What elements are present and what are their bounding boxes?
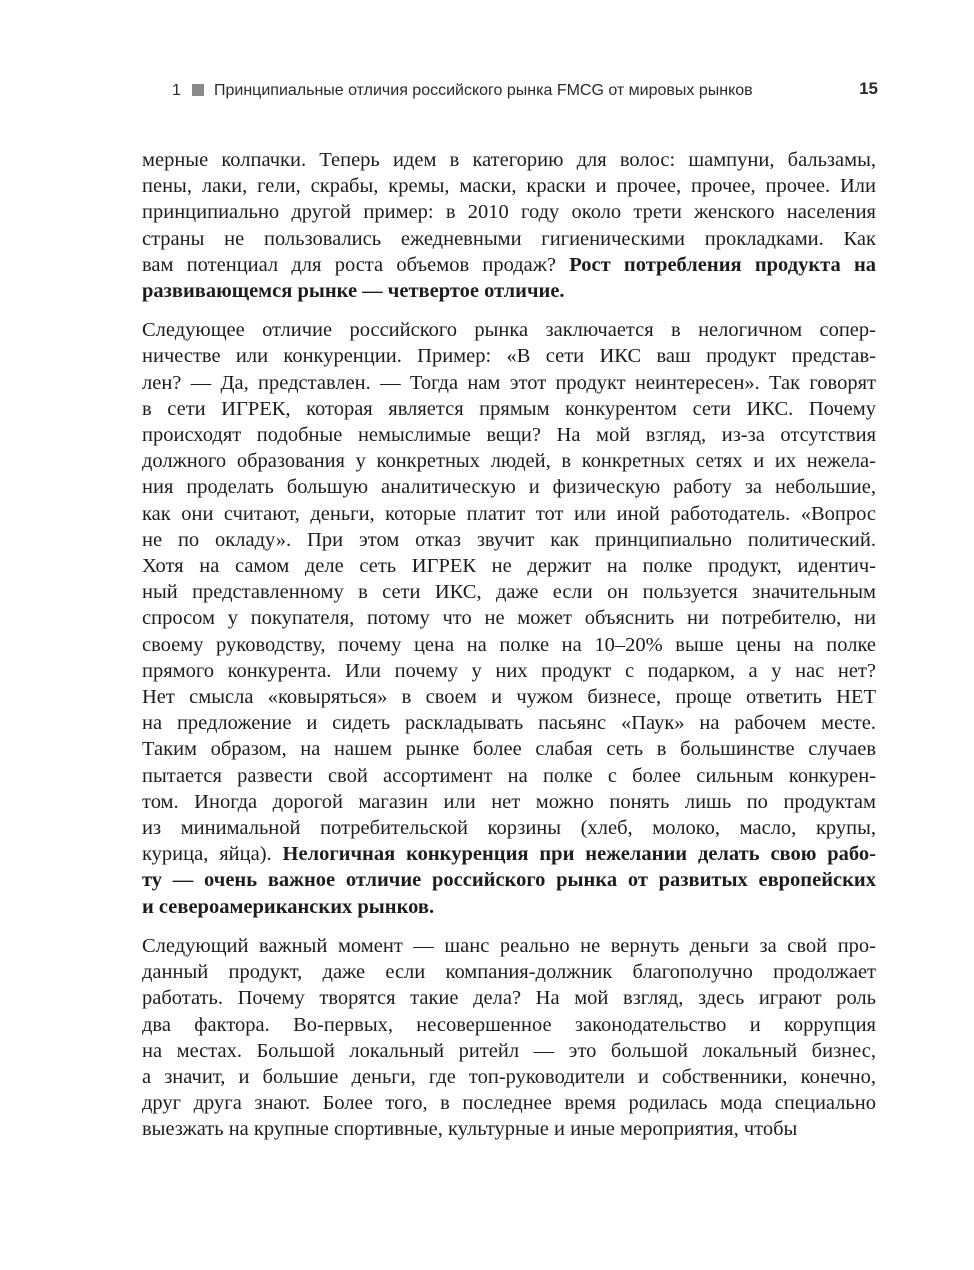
line-text: Таким образом, на нашем рынке более слабая сеть в большинстве случаев	[142, 738, 876, 761]
paragraph	[142, 933, 876, 1143]
line-text: данный продукт, даже если компания-должник благополучно продолжает	[142, 961, 876, 984]
line-text: пены, лаки, гели, скрабы, кремы, маски, краски и прочее, прочее, прочее. Или	[142, 175, 876, 198]
text-line	[142, 985, 876, 1011]
line-text: своему руководству, почему цена на полке на 10–20% выше цены на полке	[142, 633, 876, 656]
text-line	[142, 658, 876, 684]
text-line	[142, 710, 876, 736]
text-line	[142, 147, 876, 173]
text-line	[142, 501, 876, 527]
text-line	[142, 422, 876, 448]
line-text: том. Иногда дорогой магазин или нет можно понять лишь по продуктам	[142, 790, 876, 813]
text-line	[142, 317, 876, 343]
line-text: два фактора. Во-первых, несовершенное законодательство и коррупция	[142, 1013, 876, 1036]
line-text: ничестве или конкуренции. Пример: «В сети ИКС ваш продукт представ-	[142, 345, 876, 368]
line-bold-text: Рост потребления продукта на	[569, 253, 876, 276]
paragraph	[142, 147, 876, 304]
text-line	[142, 226, 876, 252]
text-line	[142, 959, 876, 985]
text-line	[142, 1090, 876, 1116]
line-text: а значит, и большие деньги, где топ-руководители и собственники, конечно,	[142, 1065, 876, 1088]
line-text: происходят подобные немыслимые вещи? На мой взгляд, из-за отсутствия	[142, 424, 876, 447]
text-line	[142, 1012, 876, 1038]
line-text: Нет смысла «ковыряться» в своем и чужом бизнесе, проще ответить НЕТ	[142, 686, 876, 709]
header-square-icon	[192, 84, 204, 96]
line-text: друг друга знают. Более того, в последнее время родилась мода специально	[142, 1092, 876, 1115]
line-text: вам потенциал для роста объемов продаж?	[142, 253, 570, 276]
paragraph	[142, 317, 876, 920]
chapter-title: Принципиальные отличия российского рынка FMCG от мировых рынков	[214, 82, 753, 99]
line-text: пытается развести свой ассортимент на полке с более сильным конкурен-	[142, 764, 876, 787]
text-line	[142, 605, 876, 631]
line-text: Хотя на самом деле сеть ИГРЕК не держит на полке продукт, идентич-	[142, 555, 876, 578]
line-text: выезжать на крупные спортивные, культурные и иные мероприятия, чтобы	[142, 1118, 798, 1141]
text-line	[142, 370, 876, 396]
line-text: принципиально другой пример: в 2010 году около трети женского населения	[142, 201, 876, 224]
line-text: мерные колпачки. Теперь идем в категорию для волос: шампуни, бальзамы,	[142, 149, 876, 171]
text-line	[142, 632, 876, 658]
line-text: как они считают, деньги, которые платит тот или иной работодатель. «Вопрос	[142, 502, 876, 525]
line-text: курица, яйца).	[142, 843, 283, 866]
line-bold-text: Нелогичная конкуренция при нежелании делать свою рабо-	[282, 843, 876, 866]
line-text: Следующее отличие российского рынка заключается в нелогичном сопер-	[142, 319, 876, 342]
text-line	[142, 199, 876, 225]
text-line	[142, 1116, 876, 1142]
text-line	[142, 763, 876, 789]
text-line	[142, 789, 876, 815]
line-text: из минимальной потребительской корзины (хлеб, молоко, масло, крупы,	[142, 817, 876, 840]
line-bold-text: развивающемся рынке — четвертое отличие.	[142, 280, 565, 303]
text-line	[142, 736, 876, 762]
text-line	[142, 252, 876, 278]
line-text: на местах. Большой локальный ритейл — это большой локальный бизнес,	[142, 1039, 876, 1062]
line-bold-text: и североамериканских рынков.	[142, 895, 435, 918]
line-text: страны не пользовались ежедневными гигиеническими прокладками. Как	[142, 227, 876, 250]
text-line	[142, 173, 876, 199]
text-line	[142, 553, 876, 579]
text-line	[142, 933, 876, 959]
line-text: не по окладу». При этом отказ звучит как принципиально политический.	[142, 528, 876, 551]
text-line	[142, 1038, 876, 1064]
text-line	[142, 684, 876, 710]
line-text: на предложение и сидеть раскладывать пасьянс «Паук» на рабочем месте.	[142, 712, 876, 735]
text-line	[142, 448, 876, 474]
text-line	[142, 815, 876, 841]
line-text: работать. Почему творятся такие дела? На мой взгляд, здесь играют роль	[142, 987, 876, 1010]
text-line	[142, 579, 876, 605]
text-line	[142, 278, 876, 304]
line-text: прямого конкурента. Или почему у них продукт с подарком, а у нас нет?	[142, 659, 876, 682]
text-line	[142, 867, 876, 893]
text-line	[142, 343, 876, 369]
text-line	[142, 841, 876, 867]
chapter-number: 1	[172, 82, 181, 99]
text-line	[142, 474, 876, 500]
running-header	[172, 80, 878, 106]
line-text: в сети ИГРЕК, которая является прямым конкурентом сети ИКС. Почему	[142, 397, 876, 420]
text-line	[142, 894, 876, 920]
text-line	[142, 1064, 876, 1090]
line-bold-text: ту — очень важное отличие российского рынка от развитых европейских	[142, 869, 876, 892]
body-text	[142, 147, 876, 1156]
line-text: ный представленному в сети ИКС, даже если он пользуется значительным	[142, 581, 876, 604]
line-text: ния проделать большую аналитическую и физическую работу за небольшие,	[142, 476, 876, 499]
line-text: должного образования у конкретных людей, в конкретных сетях и их нежела-	[142, 450, 876, 473]
text-line	[142, 527, 876, 553]
line-text: лен? — Да, представлен. — Тогда нам этот продукт неинтересен». Так говорят	[142, 371, 876, 394]
line-text: спросом у покупателя, потому что не может объяснить ни потребителю, ни	[142, 607, 876, 630]
text-line	[142, 396, 876, 422]
line-text: Следующий важный момент — шанс реально не вернуть деньги за свой про-	[142, 934, 876, 957]
page-number: 15	[859, 79, 878, 98]
